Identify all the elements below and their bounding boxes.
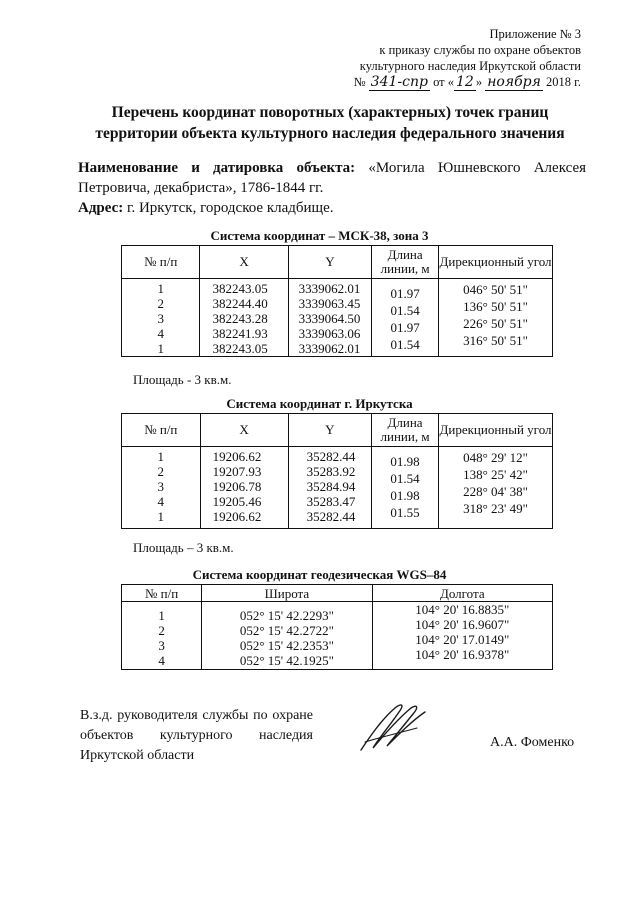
table-cell: 3: [157, 311, 164, 326]
table1-header-y: Y: [288, 246, 372, 279]
table-cell: 3339062.01: [298, 281, 361, 296]
table3-title: Система координат геодезическая WGS–84: [192, 567, 447, 582]
table-cell: 01.98: [390, 488, 420, 503]
table3-wgs84: [121, 584, 553, 670]
table-cell: 3: [158, 638, 165, 653]
table-cell: 382243.05: [212, 341, 268, 356]
table-cell: 382241.93: [212, 326, 268, 341]
table2-col-y: [288, 447, 371, 529]
table2-area: Площадь – 3 кв.м.: [133, 540, 234, 555]
table1-area: Площадь - 3 кв.м.: [133, 372, 232, 387]
table-cell: 19206.78: [212, 479, 262, 494]
table-cell: 3: [157, 479, 165, 494]
table-cell: 382244.40: [212, 296, 268, 311]
document-title: Перечень координат поворотных (характерных) точек границ территории объекта культурного наследия федерального значения: [95, 104, 565, 142]
table1-col-x: [200, 279, 288, 357]
table-cell: 4: [157, 326, 164, 341]
table-cell: 052° 15' 42.1925": [239, 653, 334, 668]
table2-header-length: Длина линии, м: [372, 414, 439, 447]
object-address-line: [78, 198, 586, 218]
table-cell: 104° 20' 17.0149": [415, 632, 510, 647]
table3-header-row: [122, 585, 553, 602]
table-cell: 104° 20' 16.8835": [415, 602, 510, 617]
table-cell: 052° 15' 42.2293": [239, 608, 334, 623]
table-cell: 1: [157, 449, 165, 464]
table-cell: 052° 15' 42.2353": [239, 638, 334, 653]
table-cell: 35282.44: [306, 509, 356, 524]
table-cell: 19206.62: [212, 509, 262, 524]
order-number: 341-спр: [370, 74, 428, 90]
table-cell: 1: [157, 509, 165, 524]
table2-irkutsk: [121, 413, 553, 529]
table-cell: 35284.94: [306, 479, 356, 494]
table1-header-x: X: [200, 246, 288, 279]
table-row: [122, 602, 553, 670]
table-cell: 01.97: [390, 320, 420, 335]
table1-header-n: № п/п: [122, 246, 200, 279]
table-cell: 1: [158, 608, 165, 623]
table-row: [122, 447, 553, 529]
table-cell: 35283.47: [306, 494, 356, 509]
order-day: 12: [456, 74, 474, 90]
signature-name: А.А. Фоменко: [490, 735, 575, 750]
table-cell: 2: [157, 296, 164, 311]
table-cell: 2: [158, 623, 165, 638]
signature-position: В.з.д. руководителя службы по охране объектов культурного наследия Иркутской области: [80, 708, 313, 763]
table-cell: 316° 50' 51": [463, 333, 528, 348]
table2-header-angle: Дирекционный угол: [439, 414, 553, 447]
object-info: [78, 158, 586, 218]
table-cell: 01.97: [390, 286, 420, 301]
table-cell: 3339063.06: [298, 326, 361, 341]
table1-msk38: [121, 245, 553, 357]
table-cell: 228° 04' 38": [463, 484, 528, 499]
table-cell: 4: [158, 653, 165, 668]
table-cell: 046° 50' 51": [463, 282, 528, 297]
table-cell: 2: [157, 464, 165, 479]
table2-title: Система координат г. Иркутска: [226, 396, 413, 411]
table-cell: 35282.44: [306, 449, 356, 464]
table-cell: 3339064.50: [298, 311, 361, 326]
object-address-value: г. Иркутск, городское кладбище.: [127, 200, 334, 216]
table3-col-lon: [372, 602, 552, 670]
table-row: [122, 279, 553, 357]
table1-col-angle: [439, 279, 553, 357]
table-cell: 35283.92: [306, 464, 356, 479]
appendix-order-line: [354, 74, 581, 91]
table-cell: 4: [157, 494, 165, 509]
table2-col-n: [122, 447, 201, 529]
table3-header-lon: Долгота: [372, 585, 552, 602]
table-cell: 01.54: [390, 303, 420, 318]
table-cell: 104° 20' 16.9607": [415, 617, 510, 632]
order-number-label: №: [353, 75, 366, 89]
order-date-from-label: от «: [433, 75, 454, 89]
table3-col-lat: [202, 602, 372, 670]
table-cell: 3339062.01: [298, 341, 361, 356]
table-cell: 3339063.45: [298, 296, 361, 311]
table-cell: 226° 50' 51": [463, 316, 528, 331]
table-cell: 01.98: [390, 454, 420, 469]
handwritten-signature-icon: [355, 698, 435, 758]
appendix-line-2: к приказу службы по охране объектов: [379, 43, 581, 57]
table1-header-angle: Дирекционный угол: [439, 246, 553, 279]
order-year: 2018 г.: [546, 75, 581, 89]
table2-header-n: № п/п: [122, 414, 201, 447]
object-name-line: [78, 158, 586, 198]
table3-header-lat: Широта: [202, 585, 372, 602]
object-name-label: Наименование и датировка объекта:: [78, 160, 356, 176]
table-cell: 01.54: [390, 471, 420, 486]
appendix-line-1: Приложение № 3: [489, 27, 581, 41]
table-cell: 136° 50' 51": [463, 299, 528, 314]
table2-header-y: Y: [288, 414, 371, 447]
table-cell: 138° 25' 42": [463, 467, 528, 482]
table2-col-length: [372, 447, 439, 529]
table2-header-x: X: [200, 414, 288, 447]
table-cell: 19205.46: [212, 494, 262, 509]
table-cell: 01.54: [390, 337, 420, 352]
table-cell: 1: [157, 341, 164, 356]
order-day-close: »: [475, 75, 483, 89]
object-name-value: «Могила Юшневского Алексея Петровича, декабриста», 1786-1844 гг.: [78, 160, 587, 196]
table-cell: 048° 29' 12": [463, 450, 528, 465]
table-cell: 104° 20' 16.9378": [415, 647, 510, 662]
table-cell: 382243.28: [212, 311, 268, 326]
table-cell: 01.55: [390, 505, 420, 520]
table1-header-length: Длина линии, м: [372, 246, 439, 279]
table-cell: 382243.05: [212, 281, 268, 296]
table-cell: 318° 23' 49": [463, 501, 528, 516]
table1-col-length: [372, 279, 439, 357]
table1-col-y: [288, 279, 372, 357]
table2-header-row: [122, 414, 553, 447]
table-cell: 19207.93: [212, 464, 262, 479]
appendix-block: [354, 26, 581, 91]
table3-col-n: [122, 602, 202, 670]
table1-col-n: [122, 279, 200, 357]
table-cell: 1: [157, 281, 164, 296]
table1-title: Система координат – МСК-38, зона 3: [210, 228, 429, 243]
table3-header-n: № п/п: [122, 585, 202, 602]
table-cell: 052° 15' 42.2722": [239, 623, 334, 638]
appendix-line-3: культурного наследия Иркутской области: [359, 59, 581, 73]
table2-col-x: [200, 447, 288, 529]
object-address-label: Адрес:: [78, 200, 124, 216]
table-cell: 19206.62: [212, 449, 262, 464]
table2-col-angle: [439, 447, 553, 529]
order-month: ноября: [487, 74, 541, 90]
table1-header-row: [122, 246, 553, 279]
